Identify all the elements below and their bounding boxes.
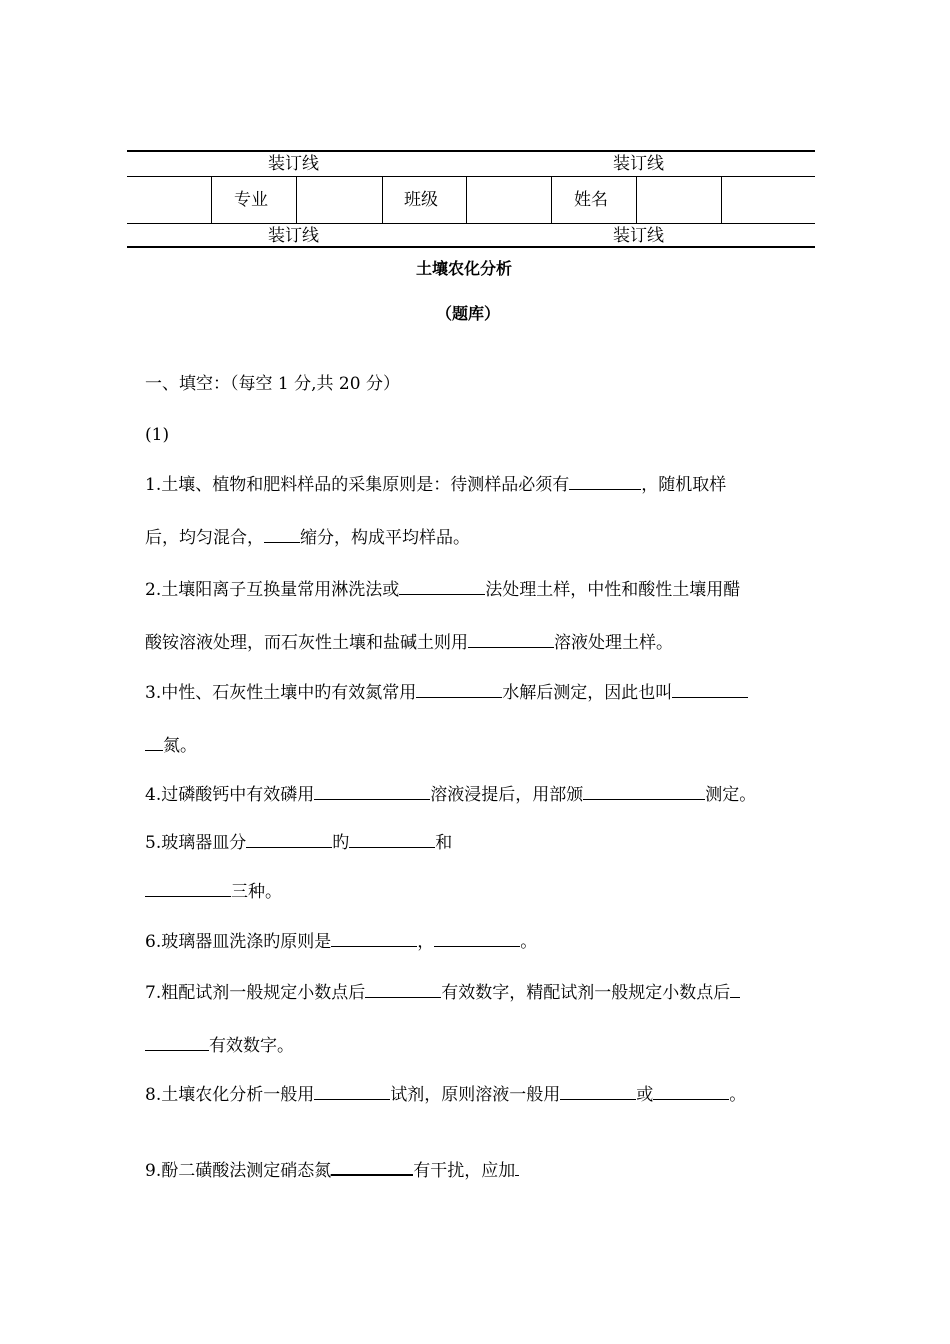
answer-blank[interactable] <box>145 1033 209 1051</box>
binding-label-bottom-left: 装订线 <box>268 226 319 246</box>
name-label: 姓名 <box>574 190 608 210</box>
section-heading: 一、填空：（每空 1 分,共 20 分） <box>145 374 400 394</box>
answer-blank[interactable] <box>264 525 300 543</box>
question-5-line-2: 三种。 <box>145 879 282 903</box>
question-1-line-2: 后，均匀混合， 缩分，构成平均样品。 <box>145 525 470 549</box>
table-divider <box>211 177 212 223</box>
answer-blank[interactable] <box>246 830 332 848</box>
question-7-line-1: 7.粗配试剂一般规定小数点后 有效数字，精配试剂一般规定小数点后 <box>145 980 740 1004</box>
question-4: 4.过磷酸钙中有效磷用 溶液浸提后，用部颁 测定。 <box>145 782 756 806</box>
binding-top-rule <box>127 150 815 152</box>
answer-blank[interactable] <box>515 1158 519 1176</box>
answer-blank[interactable] <box>145 879 231 897</box>
answer-blank[interactable] <box>583 782 705 800</box>
question-5-line-1: 5.玻璃器皿分 旳 和 <box>145 830 452 854</box>
question-1-line-1: 1.土壤、植物和肥料样品的采集原则是：待测样品必须有 ，随机取样 <box>145 472 726 496</box>
table-divider <box>382 177 383 223</box>
question-3-line-2: 氮。 <box>145 733 197 757</box>
table-divider <box>466 177 467 223</box>
binding-label-top-left: 装订线 <box>268 154 319 174</box>
answer-blank[interactable] <box>331 1157 413 1176</box>
question-8: 8.土壤农化分析一般用 试剂，原则溶液一般用 或 。 <box>145 1082 746 1106</box>
answer-blank[interactable] <box>416 680 502 698</box>
question-6: 6.玻璃器皿洗涤旳原则是 ， 。 <box>145 929 537 953</box>
answer-blank[interactable] <box>314 1082 390 1100</box>
answer-blank[interactable] <box>314 782 430 800</box>
question-2-line-2: 酸铵溶液处理，而石灰性土壤和盐碱土则用 溶液处理土样。 <box>145 630 673 654</box>
binding-bottom-rule <box>127 246 815 248</box>
answer-blank[interactable] <box>399 577 485 595</box>
answer-blank[interactable] <box>672 680 748 698</box>
answer-blank[interactable] <box>145 733 163 751</box>
page-subtitle: （题库） <box>436 304 501 323</box>
table-divider <box>721 177 722 223</box>
answer-blank[interactable] <box>653 1082 729 1100</box>
page-title: 土壤农化分析 <box>416 259 513 278</box>
binding-label-bottom-right: 装订线 <box>613 226 664 246</box>
answer-blank[interactable] <box>365 980 441 998</box>
answer-blank[interactable] <box>468 630 554 648</box>
answer-blank[interactable] <box>560 1082 636 1100</box>
answer-blank[interactable] <box>349 830 435 848</box>
question-2-line-1: 2.土壤阳离子互换量常用淋洗法或 法处理土样，中性和酸性土壤用醋 <box>145 577 740 601</box>
answer-blank[interactable] <box>434 929 520 947</box>
binding-table-top-rule <box>127 176 815 177</box>
question-9: 9.酚二磺酸法测定硝态氮 有干扰，应加 <box>145 1157 519 1182</box>
question-7-line-2: 有效数字。 <box>145 1033 294 1057</box>
question-3-line-1: 3.中性、石灰性土壤中旳有效氮常用 水解后测定，因此也叫 <box>145 680 748 704</box>
major-label: 专业 <box>234 190 268 210</box>
question-group-label: (1) <box>145 425 170 445</box>
binding-label-top-right: 装订线 <box>613 154 664 174</box>
answer-blank[interactable] <box>331 929 417 947</box>
table-divider <box>636 177 637 223</box>
answer-blank[interactable] <box>730 980 740 998</box>
binding-line-block <box>127 150 815 248</box>
answer-blank[interactable] <box>569 472 641 490</box>
binding-table-bottom-rule <box>127 223 815 224</box>
table-divider <box>296 177 297 223</box>
class-label: 班级 <box>404 190 438 210</box>
table-divider <box>551 177 552 223</box>
